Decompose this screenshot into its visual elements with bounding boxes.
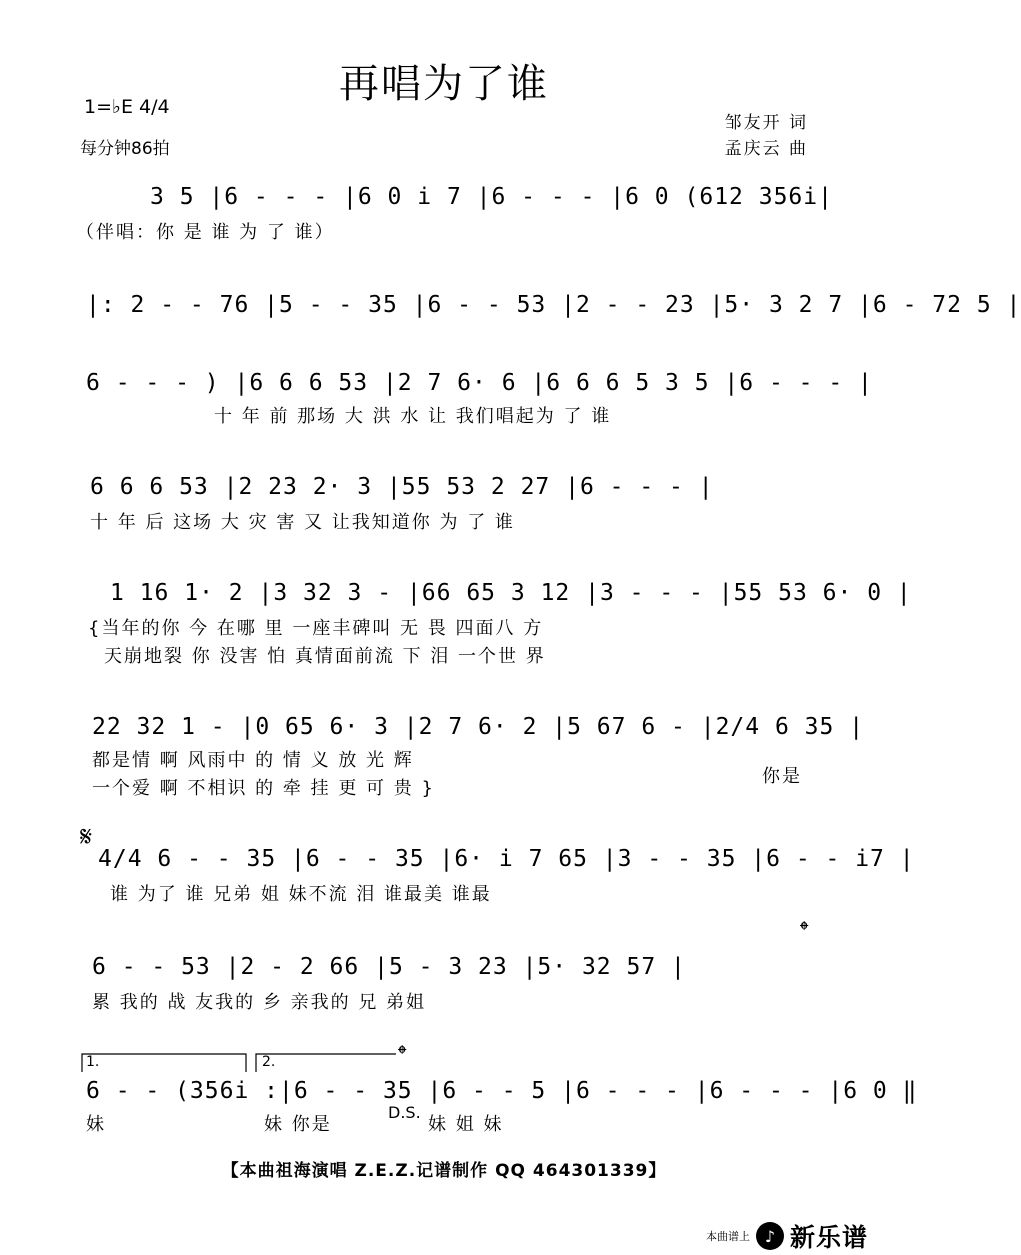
lyric-line-4: 十 年 后 这场 大 灾 害 又 让我知道你 为 了 谁 [90,512,515,533]
notation-line-8: 6 - - 53 |2 - 2 66 |5 - 3 23 |5· 32 57 | [92,954,686,980]
volta-1-label: 1. [86,1054,100,1070]
logo-small-text: 本曲谱上 [705,1230,750,1243]
notation-line-1: 3 5 |6 - - - |6 0 i 7 |6 - - - |6 0 (612 356i| [150,184,833,210]
lyric-line-3: 十 年 前 那场 大 洪 水 让 我们唱起为 了 谁 [214,406,612,427]
song-title: 再唱为了谁 [339,61,549,107]
site-logo [706,1218,868,1254]
lyric-line-6a: 都是情 啊 风雨中 的 情 义 放 光 辉 [92,750,414,771]
segno-icon: 𝄋 [80,820,93,853]
volta-2-label: 2. [262,1054,276,1070]
lyric-line-9a: 妹 [86,1114,106,1135]
ds-mark: D.S. [388,1103,421,1122]
lyric-line-1: （伴唱：你 是 谁 为 了 谁） [76,222,335,243]
lyric-line-9c: 妹 姐 妹 [428,1114,504,1135]
tempo: 每分钟86拍 [80,139,170,159]
lyric-line-5a: {当年的你 今 在哪 里 一座丰碑叫 无 畏 四面八 方 [88,618,544,639]
lyric-line-6c: 你是 [762,766,802,787]
notation-line-6: 22 32 1 - |0 65 6· 3 |2 7 6· 2 |5 67 6 - |2/4 6 35 | [92,714,865,740]
coda-icon: 𝄌 [398,1040,407,1068]
logo-big-text: 新乐谱 [789,1223,868,1252]
footer-credit: 【本曲祖海演唱 Z.E.Z.记谱制作 QQ 464301339】 [221,1161,667,1181]
lyricist: 邹友开 词 [724,113,808,133]
lyric-line-9b: 妹 你是 [264,1114,332,1135]
notation-line-2: |: 2 - - 76 |5 - - 35 |6 - - 53 |2 - - 23 |5· 3 2 7 |6 - 72 5 | [86,292,1021,318]
volta-brackets [80,1050,420,1074]
key-signature: 1=♭E 4/4 [84,96,170,118]
lyric-line-8: 累 我的 战 友我的 乡 亲我的 兄 弟姐 [92,992,427,1013]
notation-line-5: 1 16 1· 2 |3 32 3 - |66 65 3 12 |3 - - - |55 53 6· 0 | [110,580,912,606]
notation-line-4: 6 6 6 53 |2 23 2· 3 |55 53 2 27 |6 - - - | [90,474,714,500]
notation-line-3: 6 - - - ) |6 6 6 53 |2 7 6· 6 |6 6 6 5 3 5 |6 - - - | [86,370,873,396]
coda-icon: 𝄌 [800,916,809,944]
notation-line-9: 6 - - (356i :|6 - - 35 |6 - - 5 |6 - - - |6 - - - |6 0 ‖ [86,1078,918,1104]
lyric-line-5b: 天崩地裂 你 没害 怕 真情面前流 下 泪 一个世 界 [104,646,546,667]
notation-line-7: 4/4 6 - - 35 |6 - - 35 |6· i 7 65 |3 - - 35 |6 - - i7 | [98,846,915,872]
lyric-line-6b: 一个爱 啊 不相识 的 牵 挂 更 可 贵 } [92,778,435,799]
music-note-icon: ♪ [756,1222,784,1250]
lyric-line-7: 谁 为了 谁 兄弟 姐 妹不流 泪 谁最美 谁最 [110,884,492,905]
composer: 孟庆云 曲 [724,139,808,159]
